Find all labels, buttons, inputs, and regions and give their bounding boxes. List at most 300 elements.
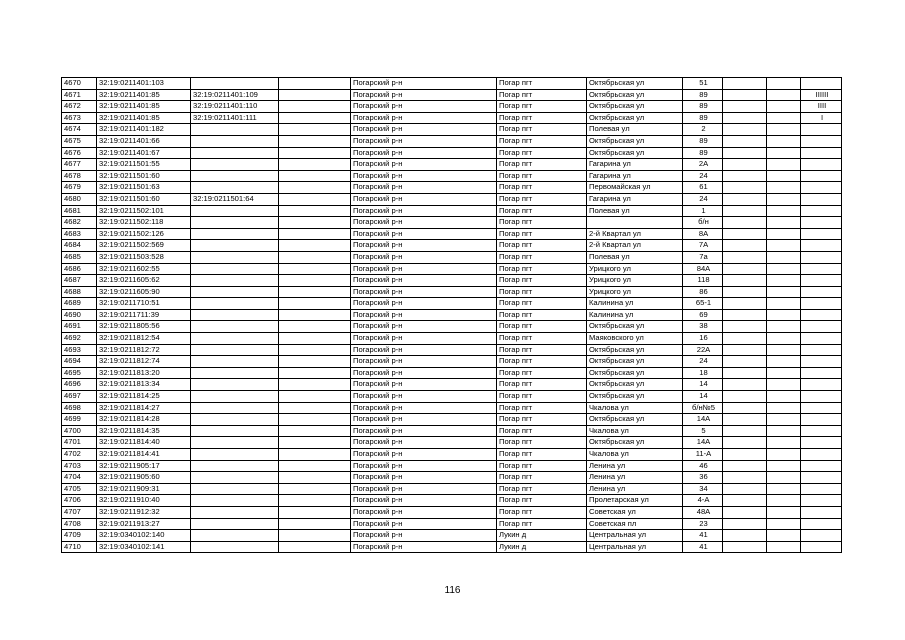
street-cell [587,217,683,229]
building-cell [723,437,767,449]
extra-cell [801,275,842,287]
settlement-cell: Погар пгт [497,228,587,240]
extra-cell [801,298,842,310]
settlement-cell: Погар пгт [497,275,587,287]
street-cell: Калинина ул [587,309,683,321]
apartment-cell [767,379,801,391]
table-row [62,321,842,333]
district-cell: Погарский р-н [351,251,497,263]
extra-cell [801,193,842,205]
linked-cadastral-number-cell [191,309,279,321]
row-number-cell: 4695 [62,367,97,379]
settlement-cell: Погар пгт [497,170,587,182]
table-row [62,333,842,345]
building-cell [723,193,767,205]
extra-cell [801,541,842,553]
extra-cell [801,344,842,356]
table-row [62,101,842,113]
cadastral-number-cell: 32:19:0211905:17 [97,460,191,472]
building-cell [723,89,767,101]
table-row [62,240,842,252]
settlement-cell: Погар пгт [497,205,587,217]
row-number-cell: 4700 [62,425,97,437]
empty-cell [279,367,351,379]
linked-cadastral-number-cell [191,344,279,356]
linked-cadastral-number-cell [191,425,279,437]
settlement-cell: Погар пгт [497,414,587,426]
extra-cell [801,391,842,403]
street-cell: Советская пл [587,518,683,530]
district-cell: Погарский р-н [351,112,497,124]
extra-cell [801,414,842,426]
house-number-cell: 2 [683,124,723,136]
house-number-cell: 34 [683,483,723,495]
building-cell [723,124,767,136]
house-number-cell: 7А [683,240,723,252]
cadastral-number-cell: 32:19:0211814:35 [97,425,191,437]
street-cell: Октябрьская ул [587,356,683,368]
registry-table-body [62,78,842,553]
row-number-cell: 4698 [62,402,97,414]
empty-cell [279,89,351,101]
table-row [62,356,842,368]
settlement-cell: Погар пгт [497,193,587,205]
building-cell [723,321,767,333]
district-cell: Погарский р-н [351,414,497,426]
row-number-cell: 4678 [62,170,97,182]
empty-cell [279,205,351,217]
row-number-cell: 4704 [62,472,97,484]
table-row [62,298,842,310]
cadastral-number-cell: 32:19:0211602:55 [97,263,191,275]
empty-cell [279,228,351,240]
table-row [62,205,842,217]
street-cell: Гагарина ул [587,193,683,205]
linked-cadastral-number-cell [191,217,279,229]
table-row [62,379,842,391]
empty-cell [279,321,351,333]
building-cell [723,101,767,113]
extra-cell [801,170,842,182]
apartment-cell [767,437,801,449]
district-cell: Погарский р-н [351,356,497,368]
house-number-cell: 46 [683,460,723,472]
district-cell: Погарский р-н [351,530,497,542]
extra-cell [801,506,842,518]
row-number-cell: 4686 [62,263,97,275]
table-row [62,367,842,379]
empty-cell [279,159,351,171]
row-number-cell: 4694 [62,356,97,368]
building-cell [723,414,767,426]
apartment-cell [767,263,801,275]
cadastral-number-cell: 32:19:0211501:60 [97,170,191,182]
row-number-cell: 4707 [62,506,97,518]
extra-cell [801,217,842,229]
row-number-cell: 4708 [62,518,97,530]
house-number-cell: 14 [683,379,723,391]
house-number-cell: 69 [683,309,723,321]
street-cell: Чкалова ул [587,402,683,414]
district-cell: Погарский р-н [351,217,497,229]
house-number-cell: 89 [683,89,723,101]
district-cell: Погарский р-н [351,437,497,449]
cadastral-number-cell: 32:19:0211401:85 [97,112,191,124]
apartment-cell [767,495,801,507]
table-row [62,193,842,205]
district-cell: Погарский р-н [351,240,497,252]
apartment-cell [767,135,801,147]
settlement-cell: Погар пгт [497,135,587,147]
district-cell: Погарский р-н [351,506,497,518]
linked-cadastral-number-cell [191,414,279,426]
empty-cell [279,298,351,310]
house-number-cell: 16 [683,333,723,345]
apartment-cell [767,112,801,124]
apartment-cell [767,205,801,217]
extra-cell [801,124,842,136]
street-cell: Урицкого ул [587,263,683,275]
empty-cell [279,263,351,275]
table-row [62,147,842,159]
cadastral-number-cell: 32:19:0211814:41 [97,449,191,461]
cadastral-number-cell: 32:19:0211909:31 [97,483,191,495]
row-number-cell: 4689 [62,298,97,310]
extra-cell [801,147,842,159]
extra-cell [801,286,842,298]
building-cell [723,460,767,472]
street-cell: Октябрьская ул [587,344,683,356]
settlement-cell: Погар пгт [497,402,587,414]
house-number-cell: б/н№5 [683,402,723,414]
apartment-cell [767,124,801,136]
building-cell [723,251,767,263]
linked-cadastral-number-cell [191,402,279,414]
apartment-cell [767,240,801,252]
house-number-cell: 8А [683,228,723,240]
settlement-cell: Погар пгт [497,124,587,136]
linked-cadastral-number-cell: 32:19:0211401:109 [191,89,279,101]
building-cell [723,286,767,298]
apartment-cell [767,530,801,542]
house-number-cell: 61 [683,182,723,194]
linked-cadastral-number-cell [191,367,279,379]
row-number-cell: 4710 [62,541,97,553]
settlement-cell: Погар пгт [497,217,587,229]
district-cell: Погарский р-н [351,309,497,321]
linked-cadastral-number-cell [191,379,279,391]
table-row [62,437,842,449]
settlement-cell: Погар пгт [497,356,587,368]
house-number-cell: 5 [683,425,723,437]
street-cell: Первомайская ул [587,182,683,194]
settlement-cell: Погар пгт [497,298,587,310]
district-cell: Погарский р-н [351,449,497,461]
street-cell: Октябрьская ул [587,414,683,426]
cadastral-number-cell: 32:19:0211913:27 [97,518,191,530]
cadastral-number-cell: 32:19:0211501:63 [97,182,191,194]
district-cell: Погарский р-н [351,205,497,217]
empty-cell [279,182,351,194]
street-cell: Октябрьская ул [587,89,683,101]
row-number-cell: 4673 [62,112,97,124]
table-row [62,541,842,553]
building-cell [723,112,767,124]
settlement-cell: Погар пгт [497,437,587,449]
linked-cadastral-number-cell [191,124,279,136]
row-number-cell: 4674 [62,124,97,136]
building-cell [723,541,767,553]
building-cell [723,135,767,147]
building-cell [723,159,767,171]
table-row [62,275,842,287]
extra-cell [801,309,842,321]
building-cell [723,472,767,484]
apartment-cell [767,298,801,310]
district-cell: Погарский р-н [351,159,497,171]
house-number-cell: 48А [683,506,723,518]
row-number-cell: 4696 [62,379,97,391]
district-cell: Погарский р-н [351,135,497,147]
district-cell: Погарский р-н [351,472,497,484]
district-cell: Погарский р-н [351,321,497,333]
house-number-cell: 36 [683,472,723,484]
extra-cell [801,518,842,530]
table-row [62,483,842,495]
apartment-cell [767,89,801,101]
table-row [62,309,842,321]
apartment-cell [767,402,801,414]
row-number-cell: 4683 [62,228,97,240]
table-row [62,159,842,171]
district-cell: Погарский р-н [351,182,497,194]
row-number-cell: 4681 [62,205,97,217]
table-row [62,402,842,414]
cadastral-number-cell: 32:19:0211401:103 [97,78,191,90]
apartment-cell [767,344,801,356]
linked-cadastral-number-cell [191,356,279,368]
house-number-cell: 86 [683,286,723,298]
table-row [62,135,842,147]
district-cell: Погарский р-н [351,89,497,101]
row-number-cell: 4699 [62,414,97,426]
apartment-cell [767,159,801,171]
empty-cell [279,170,351,182]
district-cell: Погарский р-н [351,495,497,507]
building-cell [723,263,767,275]
table-row [62,170,842,182]
street-cell: Октябрьская ул [587,391,683,403]
linked-cadastral-number-cell [191,275,279,287]
cadastral-number-cell: 32:19:0211502:101 [97,205,191,217]
linked-cadastral-number-cell [191,159,279,171]
extra-cell [801,263,842,275]
settlement-cell: Лукин д [497,541,587,553]
district-cell: Погарский р-н [351,483,497,495]
row-number-cell: 4680 [62,193,97,205]
linked-cadastral-number-cell [191,449,279,461]
table-row [62,228,842,240]
settlement-cell: Погар пгт [497,263,587,275]
district-cell: Погарский р-н [351,275,497,287]
row-number-cell: 4679 [62,182,97,194]
empty-cell [279,402,351,414]
building-cell [723,391,767,403]
empty-cell [279,472,351,484]
table-row [62,530,842,542]
settlement-cell: Погар пгт [497,321,587,333]
district-cell: Погарский р-н [351,298,497,310]
table-row [62,263,842,275]
row-number-cell: 4676 [62,147,97,159]
row-number-cell: 4709 [62,530,97,542]
building-cell [723,367,767,379]
apartment-cell [767,193,801,205]
extra-cell: IIII [801,101,842,113]
apartment-cell [767,367,801,379]
cadastral-number-cell: 32:19:0211503:528 [97,251,191,263]
settlement-cell: Погар пгт [497,449,587,461]
extra-cell [801,472,842,484]
cadastral-number-cell: 32:19:0211905:60 [97,472,191,484]
apartment-cell [767,483,801,495]
linked-cadastral-number-cell [191,228,279,240]
empty-cell [279,251,351,263]
empty-cell [279,344,351,356]
cadastral-number-cell: 32:19:0211401:85 [97,89,191,101]
street-cell: Полевая ул [587,251,683,263]
linked-cadastral-number-cell [191,437,279,449]
cadastral-number-cell: 32:19:0211814:27 [97,402,191,414]
street-cell: Урицкого ул [587,275,683,287]
street-cell: Урицкого ул [587,286,683,298]
street-cell: Полевая ул [587,205,683,217]
building-cell [723,379,767,391]
extra-cell [801,530,842,542]
house-number-cell: 7а [683,251,723,263]
cadastral-number-cell: 32:19:0211812:74 [97,356,191,368]
extra-cell [801,460,842,472]
linked-cadastral-number-cell [191,205,279,217]
settlement-cell: Лукин д [497,530,587,542]
house-number-cell: 41 [683,541,723,553]
settlement-cell: Погар пгт [497,333,587,345]
empty-cell [279,217,351,229]
street-cell: Октябрьская ул [587,135,683,147]
house-number-cell: 24 [683,356,723,368]
cadastral-number-cell: 32:19:0211605:62 [97,275,191,287]
district-cell: Погарский р-н [351,425,497,437]
street-cell: Гагарина ул [587,170,683,182]
house-number-cell: 14 [683,391,723,403]
building-cell [723,495,767,507]
row-number-cell: 4682 [62,217,97,229]
linked-cadastral-number-cell [191,286,279,298]
cadastral-number-cell: 32:19:0211502:569 [97,240,191,252]
cadastral-number-cell: 32:19:0211501:60 [97,193,191,205]
table-row [62,344,842,356]
apartment-cell [767,251,801,263]
district-cell: Погарский р-н [351,170,497,182]
extra-cell [801,333,842,345]
row-number-cell: 4692 [62,333,97,345]
building-cell [723,298,767,310]
cadastral-number-cell: 32:19:0211805:56 [97,321,191,333]
empty-cell [279,356,351,368]
page-number: 116 [444,585,461,596]
linked-cadastral-number-cell [191,483,279,495]
table-row [62,112,842,124]
linked-cadastral-number-cell [191,78,279,90]
table-row [62,414,842,426]
row-number-cell: 4705 [62,483,97,495]
building-cell [723,356,767,368]
district-cell: Погарский р-н [351,124,497,136]
extra-cell [801,367,842,379]
linked-cadastral-number-cell [191,472,279,484]
empty-cell [279,460,351,472]
empty-cell [279,541,351,553]
row-number-cell: 4671 [62,89,97,101]
house-number-cell: 89 [683,112,723,124]
settlement-cell: Погар пгт [497,367,587,379]
row-number-cell: 4693 [62,344,97,356]
cadastral-number-cell: 32:19:0211502:126 [97,228,191,240]
street-cell: Чкалова ул [587,449,683,461]
building-cell [723,309,767,321]
table-row [62,89,842,101]
street-cell: Гагарина ул [587,159,683,171]
building-cell [723,333,767,345]
empty-cell [279,437,351,449]
street-cell: Советская ул [587,506,683,518]
apartment-cell [767,321,801,333]
table-row [62,286,842,298]
apartment-cell [767,309,801,321]
cadastral-number-cell: 32:19:0211710:51 [97,298,191,310]
linked-cadastral-number-cell [191,240,279,252]
street-cell: Центральная ул [587,530,683,542]
row-number-cell: 4675 [62,135,97,147]
apartment-cell [767,101,801,113]
settlement-cell: Погар пгт [497,483,587,495]
apartment-cell [767,391,801,403]
empty-cell [279,379,351,391]
linked-cadastral-number-cell [191,135,279,147]
apartment-cell [767,333,801,345]
district-cell: Погарский р-н [351,541,497,553]
empty-cell [279,147,351,159]
house-number-cell: 23 [683,518,723,530]
district-cell: Погарский р-н [351,147,497,159]
district-cell: Погарский р-н [351,78,497,90]
linked-cadastral-number-cell: 32:19:0211401:110 [191,101,279,113]
apartment-cell [767,356,801,368]
district-cell: Погарский р-н [351,379,497,391]
linked-cadastral-number-cell [191,460,279,472]
cadastral-number-cell: 32:19:0211401:182 [97,124,191,136]
linked-cadastral-number-cell [191,391,279,403]
table-row [62,217,842,229]
empty-cell [279,414,351,426]
linked-cadastral-number-cell [191,170,279,182]
cadastral-number-cell: 32:19:0211401:66 [97,135,191,147]
table-row [62,449,842,461]
street-cell: 2-й Квартал ул [587,240,683,252]
settlement-cell: Погар пгт [497,425,587,437]
table-row [62,518,842,530]
apartment-cell [767,518,801,530]
